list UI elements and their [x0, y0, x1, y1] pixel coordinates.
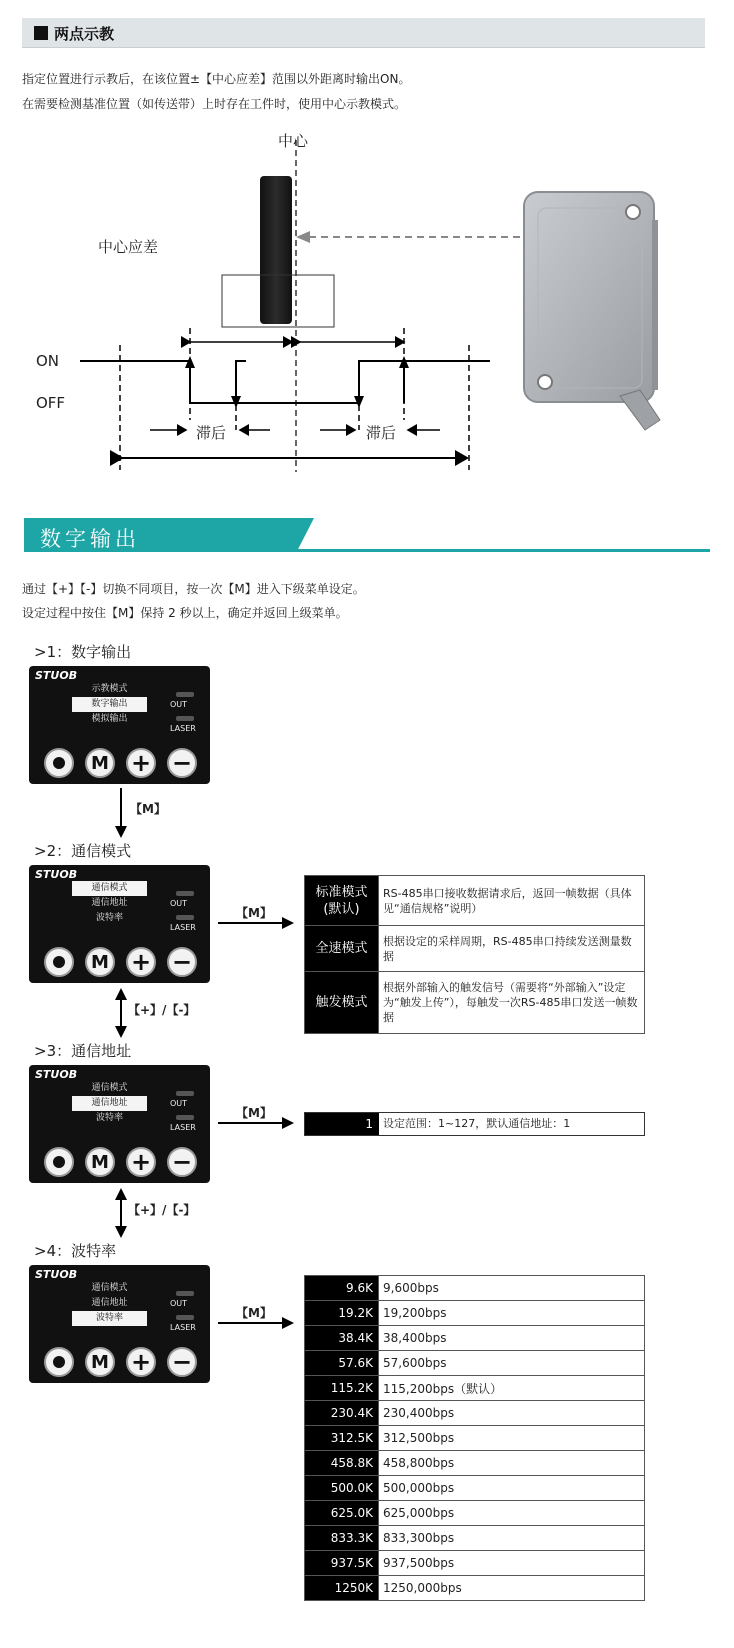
baud-value: 500,000bps	[379, 1476, 645, 1501]
laser-indicator-label: LASER	[170, 923, 196, 932]
baud-value: 38,400bps	[379, 1326, 645, 1351]
device-dot-button[interactable]	[44, 748, 74, 778]
device-m-button[interactable]: M	[85, 1347, 115, 1377]
device-plus-button[interactable]: +	[126, 1147, 156, 1177]
baud-key: 57.6K	[305, 1351, 379, 1376]
mode-row	[305, 876, 645, 926]
baud-row	[305, 1501, 645, 1526]
m-arrow-label: 【M】	[130, 802, 166, 816]
baud-row	[305, 1426, 645, 1451]
baud-key: 1250K	[305, 1576, 379, 1601]
baud-row	[305, 1401, 645, 1426]
baud-value: 1250,000bps	[379, 1576, 645, 1601]
beam-arrowhead	[296, 231, 310, 243]
baud-key: 833.3K	[305, 1526, 379, 1551]
mode-description: 根据设定的采样周期，RS-485串口持续发送测量数据	[379, 926, 645, 972]
device-brand-logo: STUOB	[35, 868, 78, 881]
mode-key: 全速模式	[305, 926, 379, 972]
device-m-button[interactable]: M	[85, 947, 115, 977]
baud-row	[305, 1301, 645, 1326]
out-indicator-led	[176, 891, 194, 896]
baud-key: 38.4K	[305, 1326, 379, 1351]
digital-output-description-line2: 设定过程中按住【M】保持 2 秒以上，确定并返回上级菜单。	[22, 606, 348, 620]
output-waveform-left	[80, 361, 246, 403]
device-panel	[29, 1265, 210, 1383]
device-panel	[29, 666, 210, 784]
device-menu-item: 数字输出	[72, 697, 147, 712]
center-label: 中心	[278, 132, 309, 150]
section-marker-square	[34, 26, 48, 40]
baud-key: 458.8K	[305, 1451, 379, 1476]
communication-mode-table	[304, 875, 645, 1034]
baud-key: 625.0K	[305, 1501, 379, 1526]
out-indicator-label: OUT	[170, 1299, 188, 1308]
baud-key: 115.2K	[305, 1376, 379, 1401]
device-menu-item: 通信模式	[72, 881, 147, 896]
target-disc-shape	[260, 176, 292, 324]
device-m-button[interactable]: M	[85, 748, 115, 778]
hysteresis-label-left: 滞后	[196, 424, 227, 442]
dot-icon	[53, 956, 65, 968]
digital-output-description-line1: 通过【+】【-】切换不同项目，按一次【M】进入下级菜单设定。	[22, 582, 365, 596]
dot-icon	[53, 757, 65, 769]
laser-sensor-illustration	[524, 192, 660, 430]
device-m-button[interactable]: M	[85, 1147, 115, 1177]
device-dot-button[interactable]	[44, 947, 74, 977]
device-dot-button[interactable]	[44, 1147, 74, 1177]
out-indicator-label: OUT	[170, 700, 188, 709]
baud-value: 458,800bps	[379, 1451, 645, 1476]
device-menu-item: 波特率	[72, 1311, 147, 1326]
baud-row	[305, 1576, 645, 1601]
plus-minus-arrow-label: 【+】/【-】	[128, 1003, 196, 1017]
section-title-digital-output: 数字输出	[40, 527, 140, 551]
out-indicator-led	[176, 692, 194, 697]
address-value: 1	[305, 1113, 379, 1135]
device-minus-button[interactable]: −	[167, 1347, 197, 1377]
baud-value: 230,400bps	[379, 1401, 645, 1426]
baud-value: 19,200bps	[379, 1301, 645, 1326]
device-brand-logo: STUOB	[35, 1268, 78, 1281]
dot-icon	[53, 1356, 65, 1368]
address-setting-box	[304, 1112, 645, 1136]
device-minus-button[interactable]: −	[167, 748, 197, 778]
baud-key: 312.5K	[305, 1426, 379, 1451]
baud-value: 9,600bps	[379, 1276, 645, 1301]
teach-description-line1: 指定位置进行示教后，在该位置±【中心应差】范围以外距离时输出ON。	[22, 72, 411, 86]
plus-minus-arrow-label: 【+】/【-】	[128, 1203, 196, 1217]
baud-key: 9.6K	[305, 1276, 379, 1301]
device-dot-button[interactable]	[44, 1347, 74, 1377]
step-label: >4：波特率	[34, 1242, 117, 1260]
tolerance-label: 中心应差	[98, 238, 159, 256]
mode-description: 根据外部输入的触发信号（需要将“外部输入”设定为“触发上传”），每触发一次RS-485串口发送一帧数据	[379, 972, 645, 1034]
baud-value: 57,600bps	[379, 1351, 645, 1376]
device-menu-screen	[72, 1081, 147, 1126]
device-plus-button[interactable]: +	[126, 1347, 156, 1377]
baud-value: 937,500bps	[379, 1551, 645, 1576]
device-panel	[29, 1065, 210, 1183]
step-label: >3：通信地址	[34, 1042, 132, 1060]
baud-row	[305, 1351, 645, 1376]
baud-key: 230.4K	[305, 1401, 379, 1426]
baud-value: 833,300bps	[379, 1526, 645, 1551]
baud-value: 625,000bps	[379, 1501, 645, 1526]
device-brand-logo: STUOB	[35, 1068, 78, 1081]
m-arrow-label: 【M】	[236, 1306, 272, 1320]
mode-key: 触发模式	[305, 972, 379, 1034]
baud-key: 19.2K	[305, 1301, 379, 1326]
baud-key: 937.5K	[305, 1551, 379, 1576]
baud-value: 115,200bps（默认）	[379, 1376, 645, 1401]
laser-indicator-led	[176, 1315, 194, 1320]
mode-key: 标准模式 (默认)	[305, 876, 379, 926]
baud-row	[305, 1376, 645, 1401]
baud-value: 312,500bps	[379, 1426, 645, 1451]
step-label: >1：数字输出	[34, 643, 132, 661]
device-menu-item: 示教模式	[91, 684, 128, 694]
section-header-bar	[22, 18, 705, 48]
device-menu-item: 模拟输出	[91, 714, 128, 724]
device-minus-button[interactable]: −	[167, 1147, 197, 1177]
device-menu-item: 通信地址	[72, 1096, 147, 1111]
device-menu-item: 通信模式	[91, 1283, 128, 1293]
baud-key: 500.0K	[305, 1476, 379, 1501]
mode-row	[305, 972, 645, 1034]
address-description: 设定范围：1~127，默认通信地址：1	[383, 1117, 571, 1130]
baud-row	[305, 1276, 645, 1301]
device-menu-item: 波特率	[95, 1113, 123, 1123]
device-brand-logo: STUOB	[35, 669, 78, 682]
laser-indicator-led	[176, 716, 194, 721]
laser-indicator-label: LASER	[170, 1123, 196, 1132]
device-plus-button[interactable]: +	[126, 947, 156, 977]
device-menu-screen	[72, 881, 147, 926]
baud-rate-table	[304, 1275, 645, 1601]
out-indicator-label: OUT	[170, 1099, 188, 1108]
out-indicator-led	[176, 1091, 194, 1096]
device-menu-screen	[72, 1281, 147, 1326]
device-menu-item: 通信地址	[91, 1298, 128, 1308]
device-menu-item: 通信地址	[91, 898, 128, 908]
device-menu-screen	[72, 682, 147, 727]
out-indicator-led	[176, 1291, 194, 1296]
section-title-two-point-teach: 两点示教	[54, 25, 115, 43]
teach-description-line2: 在需要检测基准位置（如传送带）上时存在工件时，使用中心示教模式。	[22, 97, 407, 111]
baud-row	[305, 1326, 645, 1351]
mode-row	[305, 926, 645, 972]
baud-row	[305, 1476, 645, 1501]
device-menu-item: 波特率	[95, 913, 123, 923]
laser-indicator-led	[176, 1115, 194, 1120]
mode-description: RS-485串口接收数据请求后，返回一帧数据（具体见“通信规格”说明）	[379, 876, 645, 926]
laser-indicator-label: LASER	[170, 724, 196, 733]
hysteresis-label-right: 滞后	[366, 424, 397, 442]
step-label: >2：通信模式	[34, 842, 132, 860]
laser-indicator-label: LASER	[170, 1323, 196, 1332]
off-label: OFF	[36, 394, 66, 412]
baud-row	[305, 1526, 645, 1551]
baud-row	[305, 1451, 645, 1476]
device-plus-button[interactable]: +	[126, 748, 156, 778]
laser-indicator-led	[176, 915, 194, 920]
m-arrow-label: 【M】	[236, 906, 272, 920]
baud-row	[305, 1551, 645, 1576]
dot-icon	[53, 1156, 65, 1168]
device-panel	[29, 865, 210, 983]
device-menu-item: 通信模式	[91, 1083, 128, 1093]
on-label: ON	[36, 352, 60, 370]
device-minus-button[interactable]: −	[167, 947, 197, 977]
m-arrow-label: 【M】	[236, 1106, 272, 1120]
out-indicator-label: OUT	[170, 899, 188, 908]
